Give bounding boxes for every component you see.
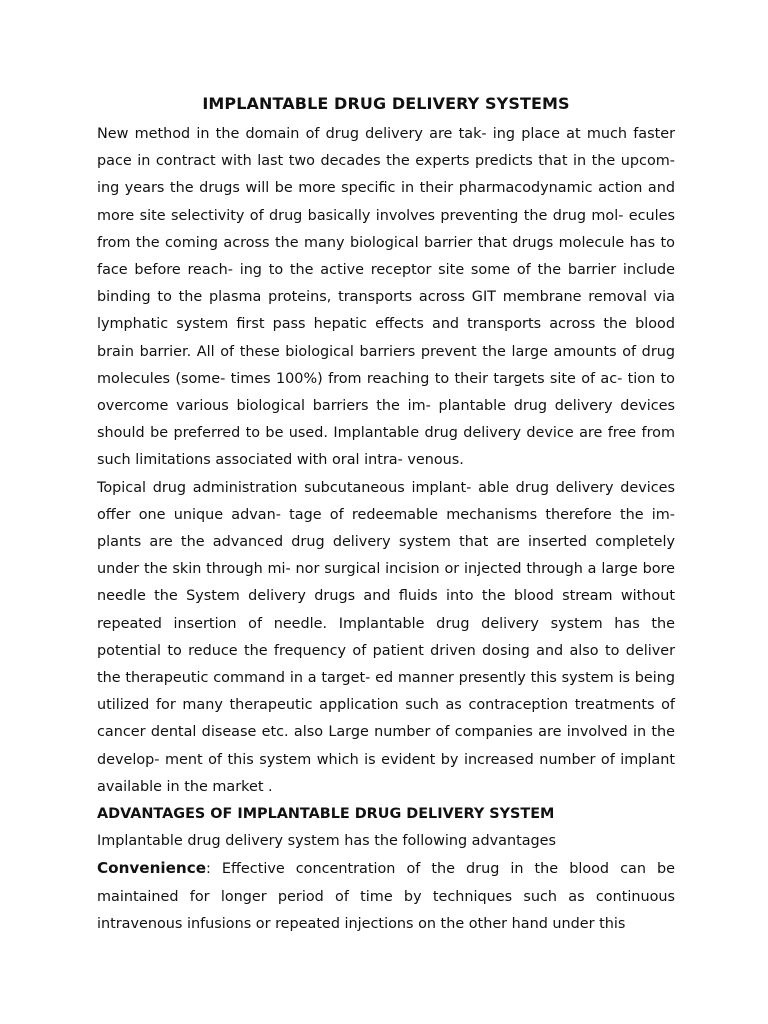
document-title: IMPLANTABLE DRUG DELIVERY SYSTEMS (202, 94, 570, 113)
intro-paragraph: New method in the domain of drug delivery are tak- ing place at much faster pace in contract with last two decades the experts predicts that in the upcom- ing years the drugs will be more specific in their pharmacodynamic action and more site selectivity of drug basically involves preventing the drug mol- ecules from the coming across the many biological barrier that drugs molecule has to face before reach- ing to the active receptor site some of the barrier include binding to the plasma proteins, transports across GIT membrane removal via lymphatic system first pass hepatic effects and transports across the blood brain barrier. All of these biological barriers prevent the large amounts of drug molecules (some- times 100%) from reaching to their targets site of ac- tion to overcome various biological barriers the im- plantable drug delivery devices should be preferred to be used. Implantable drug delivery device are free from such limitations associated with oral intra- venous. (97, 126, 675, 469)
convenience-text: : Effective concentration of the drug in the blood can be maintained for longer period of time by techniques such as continuous intravenous infusions or repeated injections on the other hand under this (97, 861, 675, 932)
document-page (97, 93, 675, 938)
advantages-heading: ADVANTAGES OF IMPLANTABLE DRUG DELIVERY SYSTEM (97, 806, 555, 823)
advantages-intro: Implantable drug delivery system has the following advantages (97, 833, 557, 850)
convenience-paragraph (97, 855, 675, 938)
topical-paragraph: Topical drug administration subcutaneous implant- able drug delivery devices offer one unique advan- tage of redeemable mechanisms therefore the im- plants are the advanced drug delivery system that are inserted completely under the skin through mi- nor surgical incision or injected through a large bore needle the System delivery drugs and fluids into the blood stream without repeated insertion of needle. Implantable drug delivery system has the potential to reduce the frequency of patient driven dosing and also to deliver the therapeutic command in a target- ed manner presently this system is being utilized for many therapeutic application such as contraception treatments of cancer dental disease etc. also Large number of companies are involved in the develop- ment of this system which is evident by increased number of implant available in the market . (97, 479, 675, 795)
convenience-term: Convenience (97, 859, 207, 878)
